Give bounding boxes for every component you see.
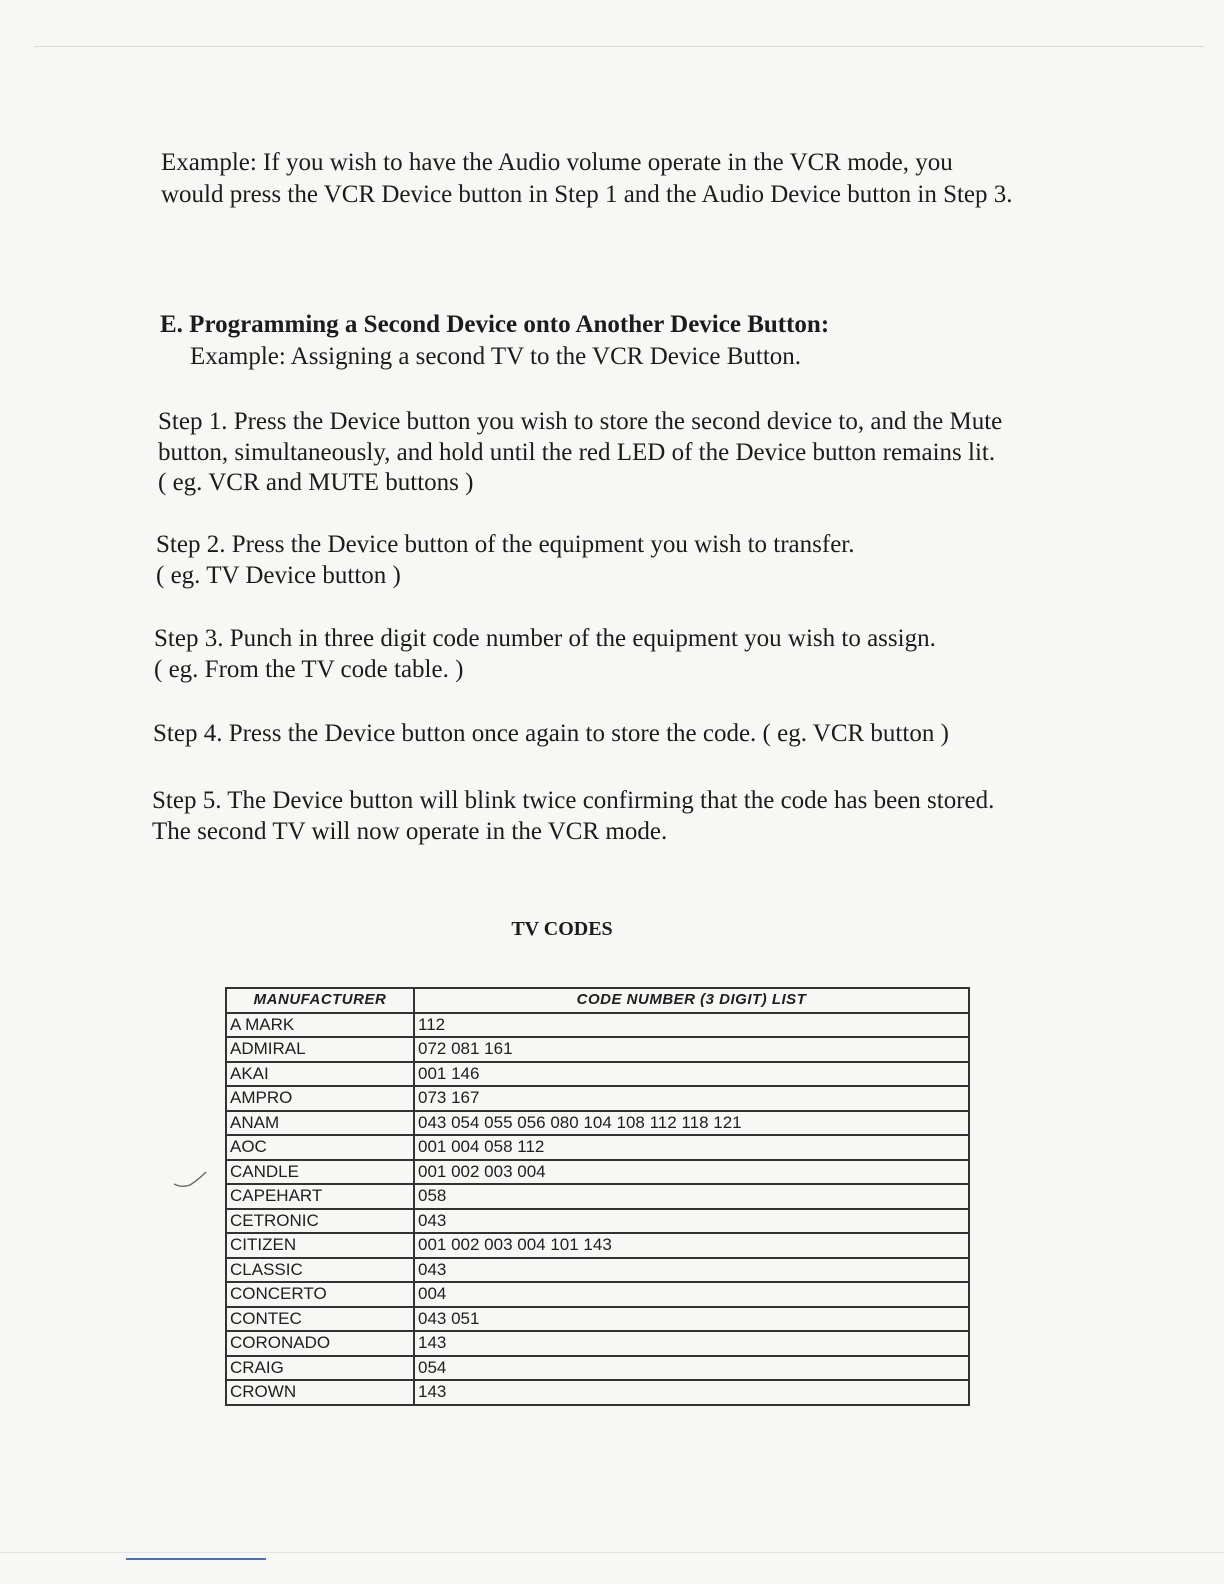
section-e-heading: E. Programming a Second Device onto Another Device Button:	[160, 311, 830, 338]
table-row	[226, 1062, 969, 1087]
step-4	[153, 718, 949, 750]
table-row	[226, 1160, 969, 1185]
manufacturer-cell: ADMIRAL	[226, 1037, 414, 1062]
manufacturer-cell: CANDLE	[226, 1160, 414, 1185]
table-row	[226, 1282, 969, 1307]
manufacturer-cell: CETRONIC	[226, 1209, 414, 1234]
step-5	[152, 785, 994, 847]
step-1-line-3: ( eg. VCR and MUTE buttons )	[158, 469, 474, 496]
scan-footer-mark	[126, 1558, 266, 1560]
code-cell: 072 081 161	[414, 1037, 969, 1062]
code-cell: 043	[414, 1258, 969, 1283]
manufacturer-cell: A MARK	[226, 1013, 414, 1038]
manufacturer-cell: CORONADO	[226, 1331, 414, 1356]
example-paragraph	[161, 147, 1013, 211]
manufacturer-cell: CITIZEN	[226, 1233, 414, 1258]
table-row	[226, 1209, 969, 1234]
step-4-line-1: Step 4. Press the Device button once again to store the code. ( eg. VCR button )	[153, 720, 949, 747]
manufacturer-cell: AKAI	[226, 1062, 414, 1087]
step-3-line-2: ( eg. From the TV code table. )	[154, 656, 464, 683]
code-cell: 004	[414, 1282, 969, 1307]
step-2	[156, 529, 855, 591]
manufacturer-cell: AOC	[226, 1135, 414, 1160]
manufacturer-column-header: MANUFACTURER	[226, 988, 414, 1013]
handwritten-check-mark	[172, 1170, 208, 1190]
table-row	[226, 1356, 969, 1381]
code-cell: 043 051	[414, 1307, 969, 1332]
example-line-2: would press the VCR Device button in Step 1 and the Audio Device button in Step 3.	[161, 181, 1013, 208]
tv-codes-table	[225, 987, 970, 1406]
table-row	[226, 1307, 969, 1332]
code-cell: 001 002 003 004	[414, 1160, 969, 1185]
code-cell: 073 167	[414, 1086, 969, 1111]
example-line-1: Example: If you wish to have the Audio volume operate in the VCR mode, you	[161, 149, 953, 176]
step-1-line-2: button, simultaneously, and hold until the red LED of the Device button remains lit.	[158, 438, 996, 466]
table-row	[226, 1086, 969, 1111]
table-row	[226, 1380, 969, 1405]
table-row	[226, 1111, 969, 1136]
code-cell: 054	[414, 1356, 969, 1381]
code-cell: 043	[414, 1209, 969, 1234]
table-row	[226, 1184, 969, 1209]
code-cell: 058	[414, 1184, 969, 1209]
step-3	[154, 623, 936, 685]
table-row	[226, 1037, 969, 1062]
table-row	[226, 1331, 969, 1356]
table-row	[226, 1258, 969, 1283]
manufacturer-cell: AMPRO	[226, 1086, 414, 1111]
code-column-header: CODE NUMBER (3 DIGIT) LIST	[414, 988, 969, 1013]
code-cell: 143	[414, 1380, 969, 1405]
step-3-line-1: Step 3. Punch in three digit code number of the equipment you wish to assign.	[154, 625, 936, 652]
code-cell: 001 002 003 004 101 143	[414, 1233, 969, 1258]
manufacturer-cell: CLASSIC	[226, 1258, 414, 1283]
table-row	[226, 1135, 969, 1160]
section-e-example: Example: Assigning a second TV to the VCR Device Button.	[190, 343, 802, 370]
code-cell: 112	[414, 1013, 969, 1038]
step-2-line-2: ( eg. TV Device button )	[156, 562, 401, 589]
manufacturer-cell: CAPEHART	[226, 1184, 414, 1209]
manufacturer-cell: CROWN	[226, 1380, 414, 1405]
manufacturer-cell: ANAM	[226, 1111, 414, 1136]
scan-bottom-edge	[0, 1552, 1224, 1553]
step-2-line-1: Step 2. Press the Device button of the equipment you wish to transfer.	[156, 531, 855, 558]
manufacturer-cell: CONTEC	[226, 1307, 414, 1332]
table-header-row	[226, 988, 969, 1013]
code-cell: 043 054 055 056 080 104 108 112 118 121	[414, 1111, 969, 1136]
manufacturer-cell: CRAIG	[226, 1356, 414, 1381]
code-cell: 001 004 058 112	[414, 1135, 969, 1160]
tv-codes-title: TV CODES	[511, 918, 613, 940]
table-row	[226, 1013, 969, 1038]
scan-top-edge	[34, 46, 1204, 47]
manufacturer-cell: CONCERTO	[226, 1282, 414, 1307]
step-1-line-1: Step 1. Press the Device button you wish to store the second device to, and the Mute	[158, 408, 1003, 435]
table-row	[226, 1233, 969, 1258]
step-5-line-1: Step 5. The Device button will blink twice confirming that the code has been stored.	[152, 787, 995, 814]
step-1	[158, 407, 1002, 499]
code-cell: 143	[414, 1331, 969, 1356]
code-cell: 001 146	[414, 1062, 969, 1087]
step-5-line-2: The second TV will now operate in the VCR mode.	[152, 818, 668, 845]
